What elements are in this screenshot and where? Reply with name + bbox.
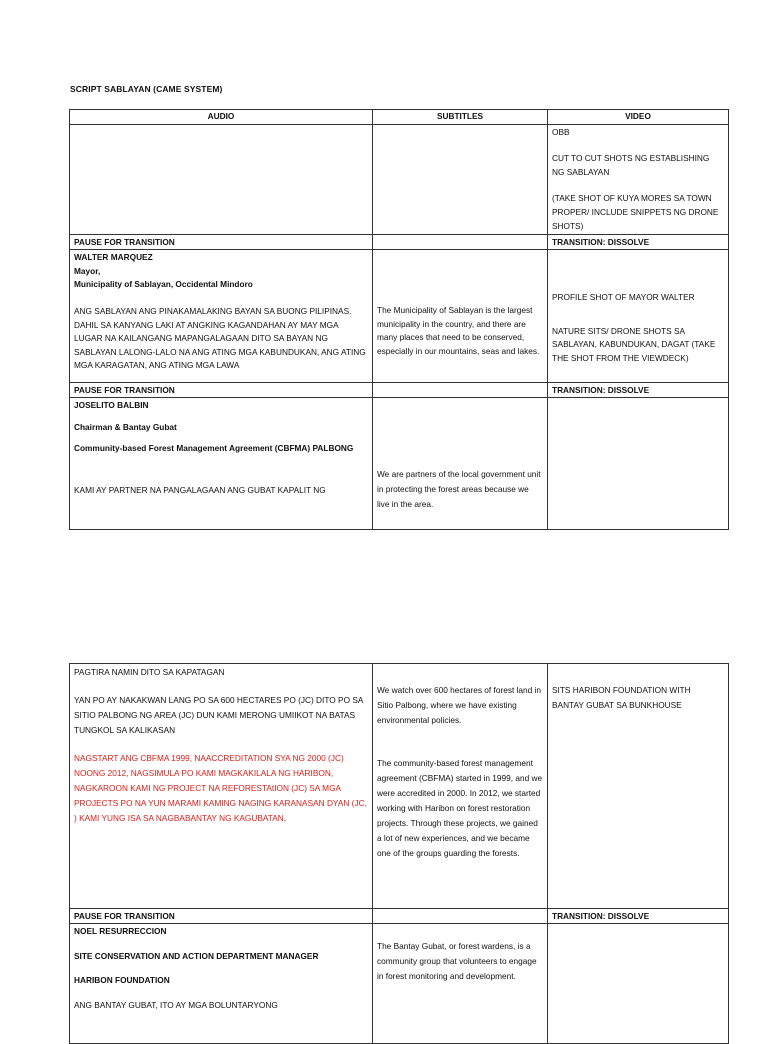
subtitle-text: The community-based forest management agreement (CBFMA) started in 1999, and we were accredited in 2000. In 2012, we started working with Haribon on forest restoration projects. Through these projects, we gained a lot of new experiences, and we became one of the groups guarding the forests. (377, 758, 543, 858)
subtitle-cell (373, 250, 548, 383)
subtitle-text: We watch over 600 hectares of forest land in Sitio Palbong, where we have existing environmental policies. (377, 685, 542, 725)
subtitle-cell (373, 398, 548, 530)
audio-text: ANG SABLAYAN ANG PINAKAMALAKING BAYAN SA BUONG PILIPINAS. DAHIL SA KANYANG LAKI AT ANGKING KAGANDAHAN AY MAY MGA LUGAR NA KAILANGANG MAPANGALAGAAN DITO SA BAYAN NG SABLAYAN LALONG-LALO NA ANG ATING MGA KABUNDUKAN, ANG ATING MGA KARAGATAN, ANG ATING MGA LAWA (74, 305, 366, 371)
table-row (70, 398, 729, 530)
transition-audio: PAUSE FOR TRANSITION (70, 909, 373, 924)
speaker-name: JOSELITO BALBIN (74, 400, 149, 411)
video-text: CUT TO CUT SHOTS NG ESTABLISHING NG SABLAYAN (552, 153, 710, 177)
video-text: SITS HARIBON FOUNDATION WITH BANTAY GUBAT SA BUNKHOUSE (552, 685, 691, 710)
table-row (70, 250, 729, 383)
transition-audio: PAUSE FOR TRANSITION (70, 383, 373, 398)
video-cell (548, 398, 729, 530)
transition-video: TRANSITION: DISSOLVE (548, 383, 729, 398)
audio-text: KAMI AY PARTNER NA PANGALAGAAN ANG GUBAT KAPALIT NG (74, 484, 326, 495)
speaker-org: Community-based Forest Management Agreement (CBFMA) PALBONG (74, 443, 354, 454)
audio-cell (70, 664, 373, 909)
speaker-role: SITE CONSERVATION AND ACTION DEPARTMENT MANAGER (74, 950, 319, 961)
script-table-page-2 (69, 663, 729, 1044)
transition-video: TRANSITION: DISSOLVE (548, 909, 729, 924)
audio-text: YAN PO AY NAKAKWAN LANG PO SA 600 HECTARES PO (JC) DITO PO SA SITIO PALBONG NG AREA (JC) DUN KAMI MERONG UMIIKOT NA BATAS TUNGKOL SA KALIKASAN (74, 695, 363, 735)
subtitle-text: The Municipality of Sablayan is the largest municipality in the country, and there are many places that need to be conserved, especially in our mountains, seas and lakes. (377, 305, 540, 356)
speaker-name: WALTER MARQUEZ (74, 252, 153, 263)
header-video: VIDEO (548, 110, 729, 125)
video-text: NATURE SITS/ DRONE SHOTS SA SABLAYAN, KABUNDUKAN, DAGAT (TAKE THE SHOT FROM THE VIEWDECK) (552, 325, 716, 363)
video-cell (548, 124, 729, 235)
transition-row (70, 909, 729, 924)
video-cell (548, 664, 729, 909)
speaker-role: Mayor, (74, 265, 101, 276)
script-table-page-1 (69, 109, 729, 530)
table-row (70, 664, 729, 909)
subtitle-text: The Bantay Gubat, or forest wardens, is a community group that volunteers to engage in forest monitoring and development. (377, 941, 537, 981)
audio-cell (70, 250, 373, 383)
page-title: SCRIPT SABLAYAN (CAME SYSTEM) (70, 84, 223, 94)
subtitle-cell (373, 124, 548, 235)
subtitle-cell (373, 664, 548, 909)
audio-text: PAGTIRA NAMIN DITO SA KAPATAGAN (74, 667, 225, 677)
speaker-org: Municipality of Sablayan, Occidental Mindoro (74, 279, 253, 290)
table-row (70, 924, 729, 1044)
speaker-org: HARIBON FOUNDATION (74, 975, 170, 986)
audio-cell (70, 124, 373, 235)
video-text: PROFILE SHOT OF MAYOR WALTER (552, 292, 695, 303)
transition-row (70, 235, 729, 250)
subtitle-text: We are partners of the local government unit in protecting the forest areas because we live in the area. (377, 469, 541, 510)
speaker-name: NOEL RESURRECCION (74, 926, 167, 936)
audio-cell (70, 398, 373, 530)
speaker-role: Chairman & Bantay Gubat (74, 421, 177, 432)
transition-video: TRANSITION: DISSOLVE (548, 235, 729, 250)
audio-text-highlighted: NAGSTART ANG CBFMA 1999, NAACCREDITATION SYA NG 2000 (JC) NOONG 2012, NAGSIMULA PO KAMI MAGKAKILALA NG HARIBON, NAGKAROON KAMI NG PROJECT NA REFORESTAtION (JC) SA MGA PROJECTS PO NA YUN MARAMI KAMING NAGING KARANASAN DYAN (JC, ) KAMI YUNG ISA SA NAGBABANTAY NG KAGUBATAN, (74, 753, 367, 823)
transition-row (70, 383, 729, 398)
video-text: OBB (552, 126, 570, 137)
audio-text: ANG BANTAY GUBAT, ITO AY MGA BOLUNTARYONG (74, 999, 278, 1010)
video-cell (548, 250, 729, 383)
header-subtitles: SUBTITLES (373, 110, 548, 125)
header-row (70, 110, 729, 125)
table-row (70, 124, 729, 235)
header-audio: AUDIO (70, 110, 373, 125)
transition-audio: PAUSE FOR TRANSITION (70, 235, 373, 250)
audio-cell (70, 924, 373, 1044)
subtitle-cell (373, 924, 548, 1044)
video-cell (548, 924, 729, 1044)
video-text: (TAKE SHOT OF KUYA MORES SA TOWN PROPER/ INCLUDE SNIPPETS NG DRONE SHOTS) (552, 193, 719, 231)
